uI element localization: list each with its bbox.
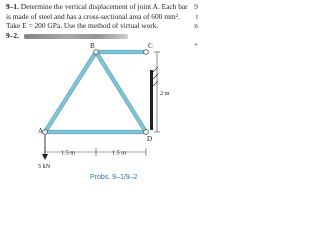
pin-d — [144, 130, 149, 135]
label-c: C — [148, 42, 153, 50]
load-label: 5 kN — [38, 163, 51, 170]
edge-glyph: t — [195, 11, 198, 21]
problem-text: Determine the vertical displacement of joint A. Each bar is made of steel and has a cross-sectional area of 600 mm². Take E = 200 GPa. Use the method of virtual work. — [6, 2, 188, 31]
edge-glyph: 9 — [194, 2, 198, 11]
wall-support — [150, 70, 153, 130]
label-b: B — [90, 42, 95, 50]
member-bd-face — [96, 52, 146, 132]
label-d: D — [147, 135, 153, 143]
label-a: A — [38, 127, 44, 135]
load-arrow-icon — [42, 154, 48, 160]
dimension-right-label: 1.5 m — [112, 149, 127, 157]
pin-c — [144, 50, 149, 55]
pin-b — [94, 50, 99, 55]
truss-members — [45, 52, 146, 132]
edge-glyph: + — [193, 39, 198, 49]
edge-glyph: n — [194, 21, 198, 31]
next-problem-number: 9–2. — [6, 31, 19, 40]
pin-a — [43, 130, 48, 135]
figure-caption: Probs. 9–1/9–2 — [90, 174, 138, 181]
dimension-left-label: 1.5 m — [61, 149, 76, 157]
joint-pins — [43, 50, 149, 135]
member-ab-face — [45, 52, 96, 132]
dimension-height-label: 2 m — [160, 90, 170, 97]
problem-number: 9–1. — [6, 2, 19, 11]
